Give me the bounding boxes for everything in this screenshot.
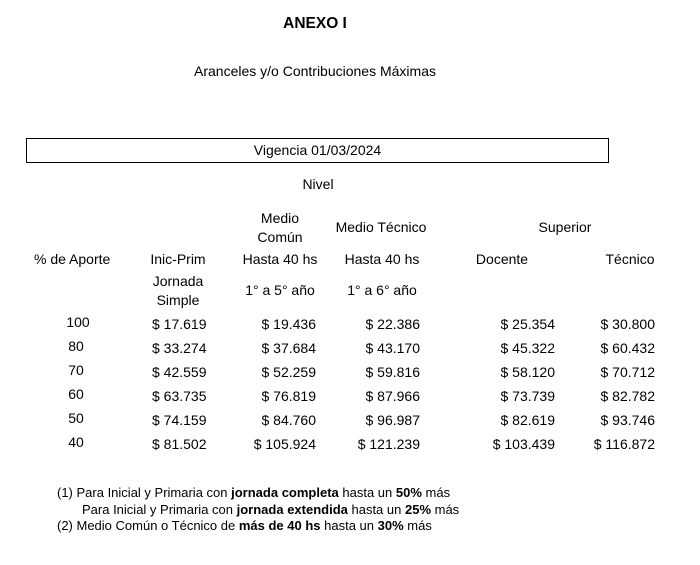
footnotes: [57, 485, 459, 535]
document-subtitle: Aranceles y/o Contribuciones Máximas: [194, 63, 436, 79]
cell-mt: $ 22.386: [365, 316, 420, 332]
sub-mc-anios: 1° a 5° año: [245, 282, 315, 298]
cell-inic: $ 74.159: [152, 412, 207, 428]
cell-mc: $ 105.924: [253, 436, 316, 452]
cell-tec: $ 30.800: [600, 316, 655, 332]
cell-aporte: 70: [68, 362, 84, 378]
group-medio-comun-line2: Común: [257, 229, 303, 245]
cell-tec: $ 116.872: [593, 436, 655, 452]
sub-jornada-line1: Jornada: [152, 273, 204, 289]
cell-mt: $ 59.816: [365, 364, 420, 380]
col-mt-hasta: Hasta 40 hs: [344, 251, 420, 267]
cell-doc: $ 58.120: [500, 364, 555, 380]
cell-inic: $ 42.559: [152, 364, 207, 380]
cell-inic: $ 63.735: [152, 388, 207, 404]
group-superior: Superior: [538, 219, 592, 235]
vigencia-label: Vigencia 01/03/2024: [253, 142, 382, 158]
cell-aporte: 100: [66, 314, 90, 330]
cell-tec: $ 60.432: [600, 340, 655, 356]
cell-mc: $ 76.819: [261, 388, 316, 404]
cell-doc: $ 103.439: [492, 436, 555, 452]
col-inic-prim: Inic-Prim: [150, 251, 206, 267]
cell-mt: $ 43.170: [365, 340, 420, 356]
cell-mc: $ 37.684: [261, 340, 316, 356]
footnote-1: (1) Para Inicial y Primaria con jornada completa hasta un 50% más: [57, 485, 451, 500]
cell-mt: $ 87.966: [365, 388, 420, 404]
cell-aporte: 80: [68, 338, 84, 354]
footnote-2: (2) Medio Común o Técnico de más de 40 hs hasta un 30% más: [57, 518, 432, 533]
sub-jornada-line2: Simple: [156, 292, 200, 308]
cell-aporte: 60: [68, 386, 84, 402]
cell-mc: $ 52.259: [261, 364, 316, 380]
col-aporte: % de Aporte: [34, 251, 111, 267]
cell-doc: $ 25.354: [500, 316, 555, 332]
cell-mt: $ 96.987: [365, 412, 420, 428]
cell-tec: $ 82.782: [600, 388, 655, 404]
group-medio-comun-line1: Medio: [260, 210, 300, 226]
col-docente: Docente: [475, 251, 529, 267]
cell-doc: $ 82.619: [500, 412, 555, 428]
cell-inic: $ 33.274: [152, 340, 207, 356]
cell-tec: $ 93.746: [600, 412, 655, 428]
nivel-label: Nivel: [302, 176, 334, 192]
cell-doc: $ 45.322: [500, 340, 555, 356]
col-tecnico: Técnico: [605, 251, 655, 267]
col-mc-hasta: Hasta 40 hs: [242, 251, 318, 267]
group-medio-tecnico: Medio Técnico: [335, 219, 427, 235]
cell-tec: $ 70.712: [600, 364, 655, 380]
cell-aporte: 40: [68, 434, 84, 450]
cell-mc: $ 19.436: [261, 316, 316, 332]
sub-mt-anios: 1° a 6° año: [347, 282, 417, 298]
cell-mt: $ 121.239: [357, 436, 420, 452]
cell-mc: $ 84.760: [261, 412, 316, 428]
cell-inic: $ 17.619: [152, 316, 207, 332]
document-title: ANEXO I: [283, 15, 347, 32]
cell-inic: $ 81.502: [152, 436, 207, 452]
footnote-1b: Para Inicial y Primaria con jornada extendida hasta un 25% más: [82, 501, 460, 517]
cell-doc: $ 73.739: [500, 388, 555, 404]
cell-aporte: 50: [68, 410, 84, 426]
